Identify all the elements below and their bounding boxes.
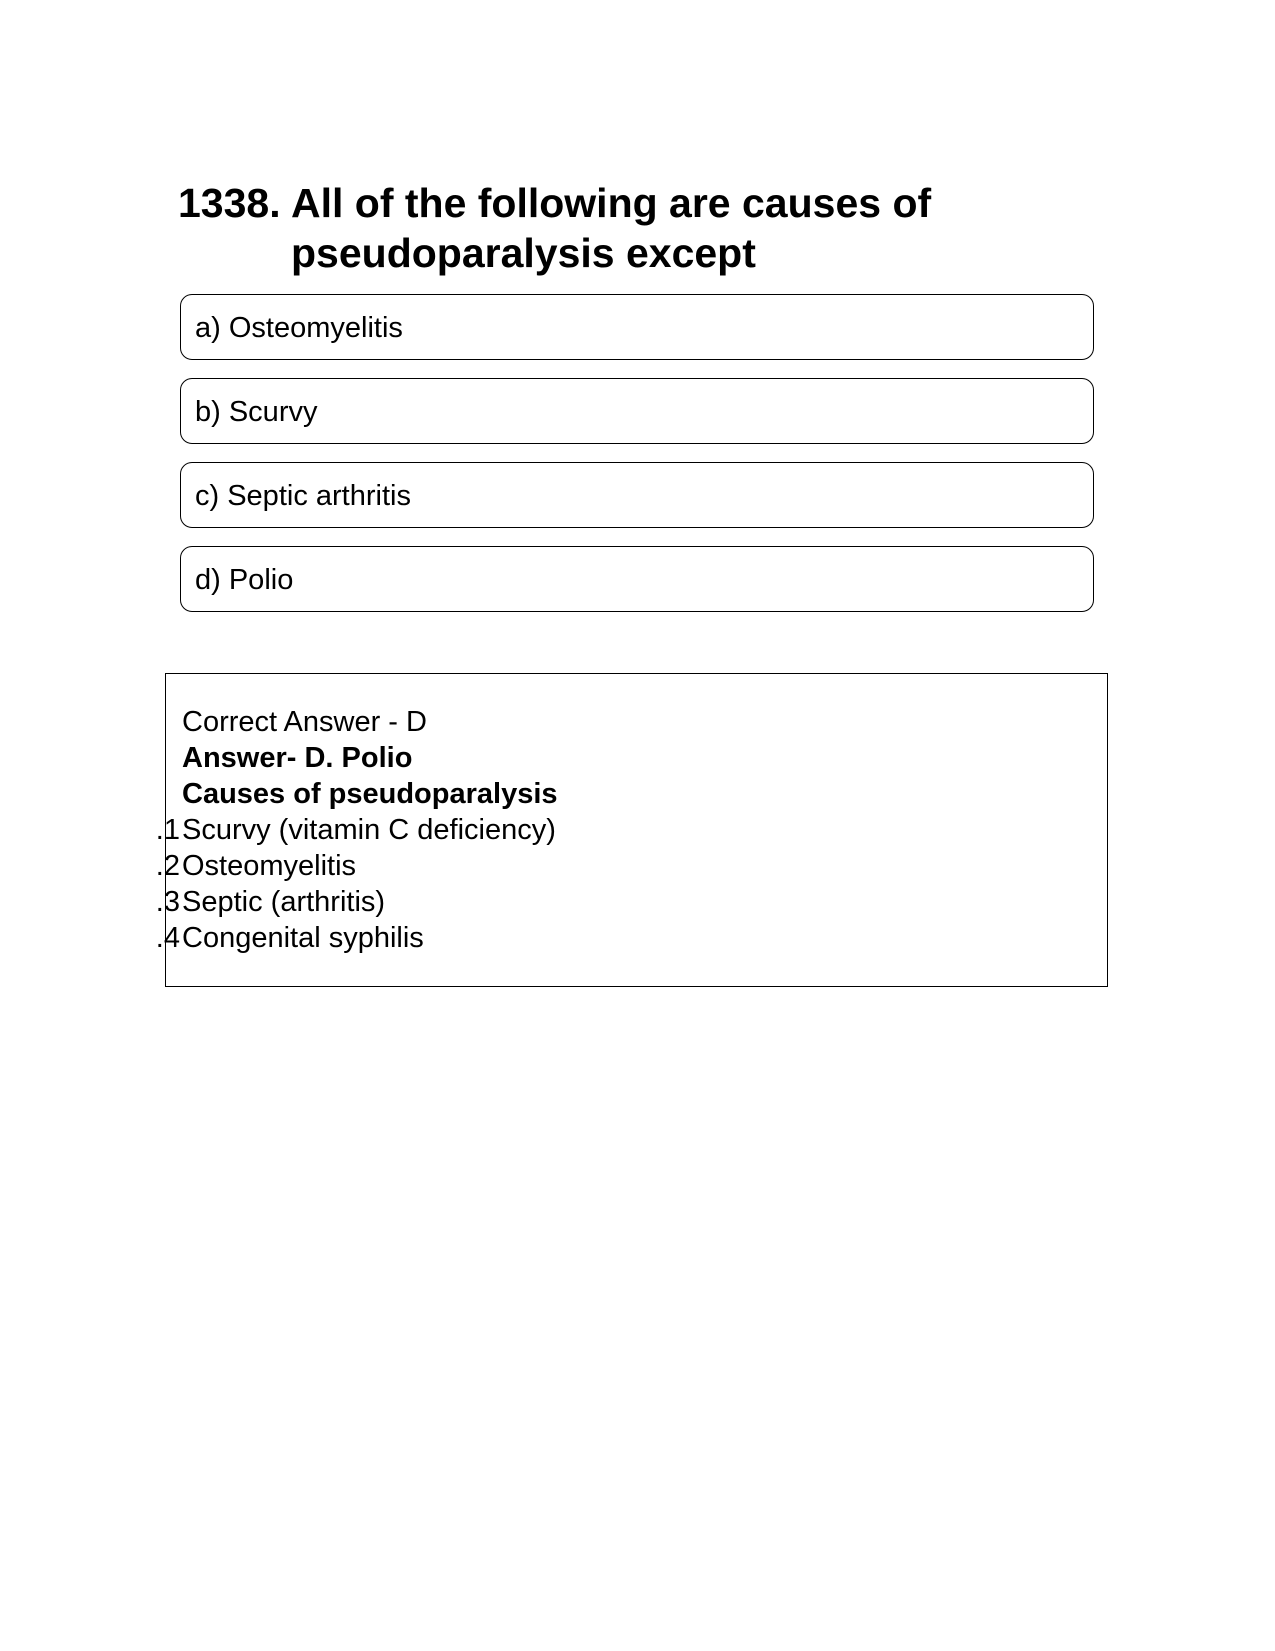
answer-explanation-box [155, 673, 1108, 987]
answer-line: Answer- D. Polio [182, 742, 413, 774]
list-marker: 4. [155, 922, 180, 954]
causes-list [155, 812, 558, 956]
list-item-text: Scurvy (vitamin C deficiency) [182, 814, 556, 846]
list-marker: 2. [155, 850, 180, 882]
list-marker: 1. [155, 814, 180, 846]
option-a-label: a) Osteomyelitis [195, 312, 403, 344]
question-number: 1338. [178, 180, 281, 226]
option-d[interactable] [180, 546, 1094, 612]
option-c[interactable] [180, 462, 1094, 528]
correct-answer-line: Correct Answer - D [182, 706, 427, 738]
list-marker: 3. [155, 886, 180, 918]
list-item [155, 812, 558, 848]
option-a[interactable] [180, 294, 1094, 360]
option-b[interactable] [180, 378, 1094, 444]
option-c-label: c) Septic arthritis [195, 480, 411, 512]
list-item [155, 920, 558, 956]
list-item-text: Septic (arthritis) [182, 886, 386, 918]
list-item-text: Osteomyelitis [182, 850, 357, 882]
question-heading [178, 178, 978, 278]
option-d-label: d) Polio [195, 564, 294, 596]
option-b-label: b) Scurvy [195, 396, 318, 428]
answer-content [155, 704, 558, 956]
list-item-text: Congenital syphilis [182, 922, 424, 954]
causes-heading: Causes of pseudoparalysis [182, 778, 558, 810]
list-item [155, 848, 558, 884]
list-item [155, 884, 558, 920]
question-text: All of the following are causes of pseudoparalysis except [291, 180, 932, 276]
